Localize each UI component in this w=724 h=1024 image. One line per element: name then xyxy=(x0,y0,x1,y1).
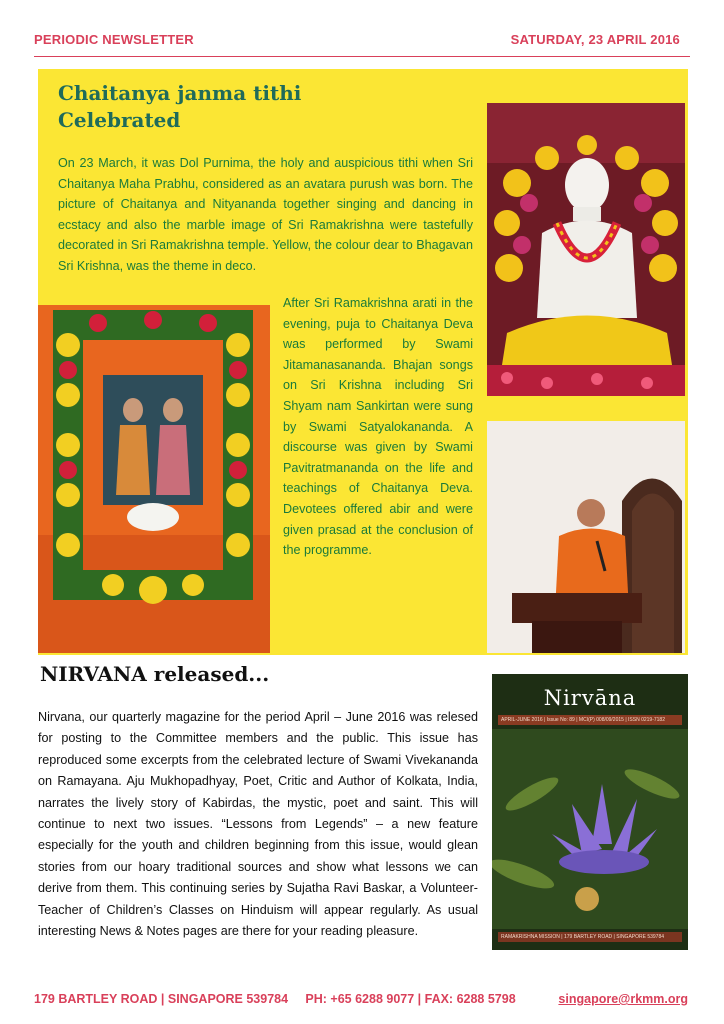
header-divider xyxy=(34,56,690,57)
footer-address: 179 BARTLEY ROAD | SINGAPORE 539784 PH: +65 6288 9077 | FAX: 6288 5798 xyxy=(34,992,516,1006)
article-title xyxy=(58,80,458,134)
cover-footer: RAMAKRISHNA MISSION | 179 BARTLEY ROAD | SINGAPORE 539784 xyxy=(498,932,682,942)
magazine-cover xyxy=(492,674,688,950)
article-title-line2: Celebrated xyxy=(58,108,181,132)
cover-title: Nirvāna xyxy=(543,686,637,710)
newsletter-label: PERIODIC NEWSLETTER xyxy=(34,32,194,47)
cover-issue-band: APRIL-JUNE 2016 | Issue No: 89 | MCI(P) 008/09/2015 | ISSN 0219-7182 xyxy=(498,715,682,725)
article-title-line1: Chaitanya janma tithi xyxy=(58,81,302,105)
article-paragraph-1: On 23 March, it was Dol Purnima, the holy and auspicious tithi when Sri Chaitanya Maha Prabhu, considered as an avatara purush was born. The picture of Chaitanya and Nityananda together singing and dancing in ecstacy and also the marble image of Sri Ramakrishna were tastefully decorated in Sri Ramakrishna temple. Yellow, the colour dear to Bhagavan Sri Krishna, was the theme in deco. xyxy=(58,156,473,273)
article-paragraph-2: After Sri Ramakrishna arati in the evening, puja to Chaitanya Deva was performed by Swami Jitamanasananda. Bhajan songs on Sri Krishna including Sri Shyam nam Sankirtan were sung by Swami Satyalokananda. A discourse was given by Swami Pavitratmananda on the life and teachings of Chaitanya Deva. Devotees offered abir and were given prasad at the conclusion of the programme. xyxy=(283,296,473,558)
ramakrishna-statue-photo xyxy=(487,103,685,396)
footer-email-link[interactable]: singapore@rkmm.org xyxy=(558,992,688,1006)
swami-discourse-photo xyxy=(487,421,685,653)
issue-date: SATURDAY, 23 APRIL 2016 xyxy=(510,32,680,47)
chaitanya-nityananda-photo xyxy=(38,305,270,653)
nirvana-paragraph: Nirvana, our quarterly magazine for the period April – June 2016 was relesed for posting to the Committee members and the public. This issue has reproduced some excerpts from the celebrated lecture of Swami Vivekananda on Ramayana. Aju Mukhopadhyay, Poet, Critic and Author of Kolkata, India, narrates the lively story of Kabirdas, the mystic, poet and saint. This will continue to next two issues. “Lessons from Legends” – a new feature especially for the youth and children beginning from this issue, would glean stories from our hoary traditional sources and show what lessons we can derive from them. This continuing series by Sujatha Ravi Baskar, a Volunteer-Teacher of Children’s Classes on Hinduism will appear regularly. As usual interesting News & Notes pages are there for your reading pleasure. xyxy=(38,710,478,939)
section-title-nirvana: NIRVANA released... xyxy=(40,662,270,686)
